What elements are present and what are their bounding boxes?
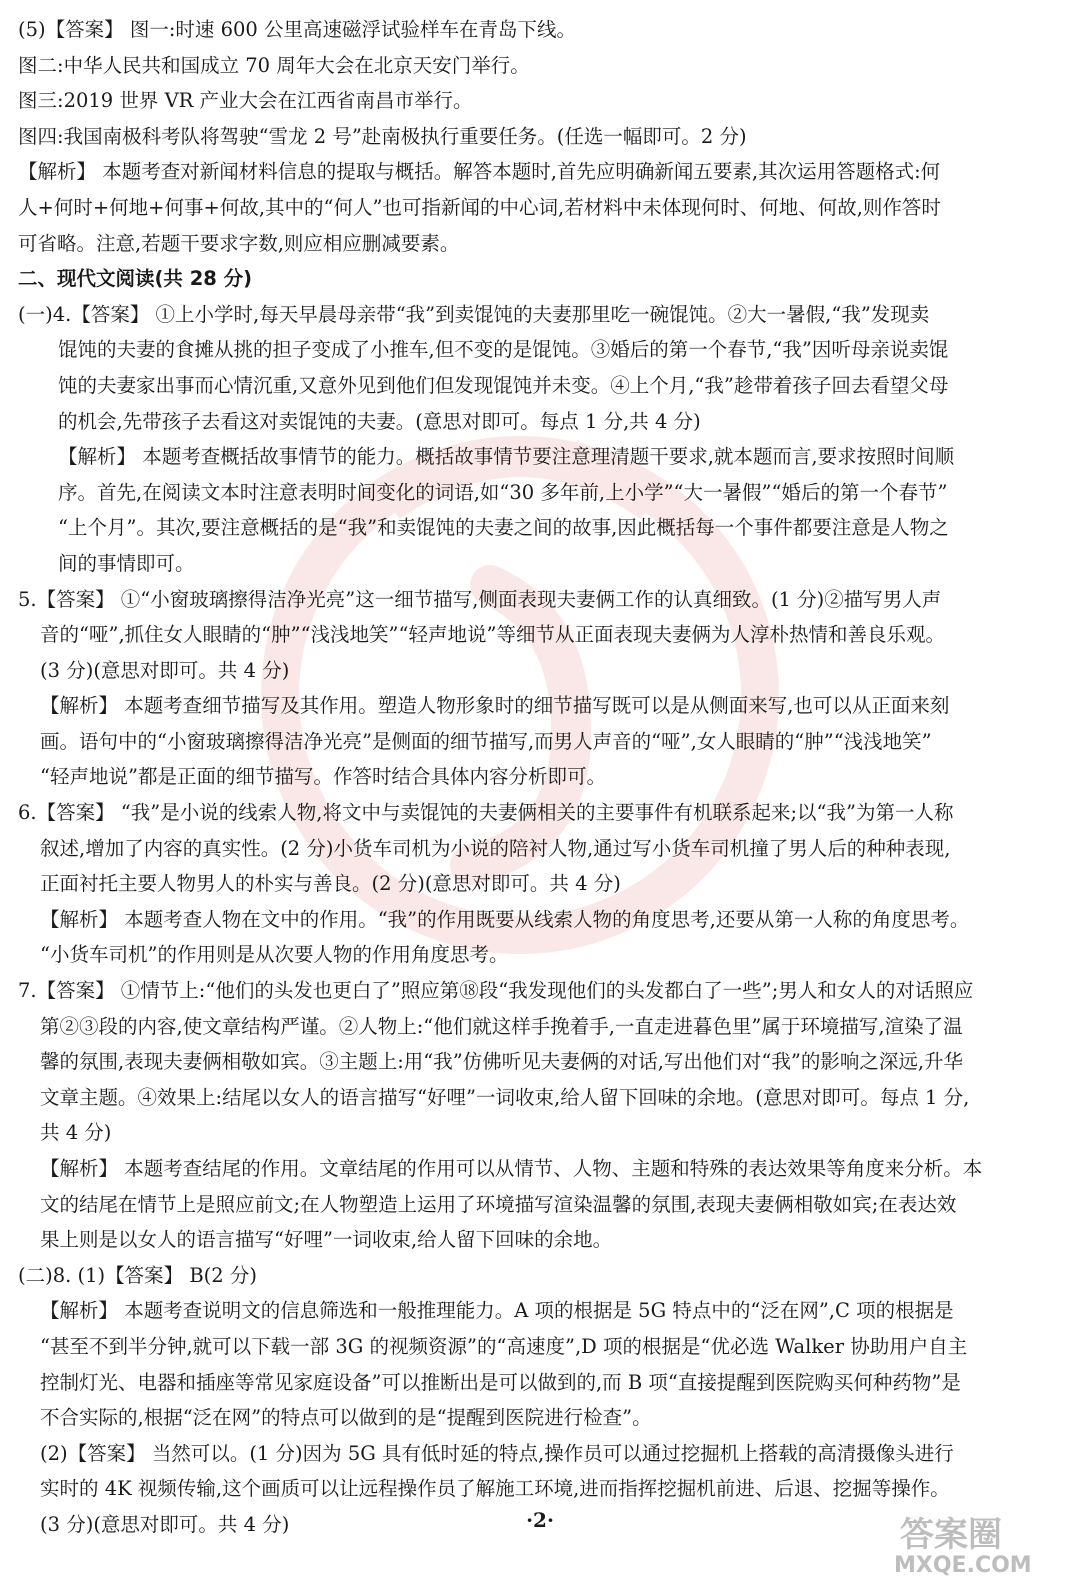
text-line: 7.【答案】 ①情节上:“他们的头发也更白了”照应第⑱段“我发现他们的头发都白了一些”;男人和女人的对话照应 — [18, 979, 974, 1003]
text-line: 果上则是以女人的语言描写“好哩”一词收束,给人留下回味的余地。 — [40, 1228, 613, 1252]
text-line: (3 分)(意思对即可。共 4 分) — [40, 658, 290, 682]
text-line: 文章主题。④效果上:结尾以女人的语言描写“好哩”一词收束,给人留下回味的余地。(意思对即可。每点 1 分, — [40, 1085, 970, 1109]
site-watermark-logo — [880, 1508, 1070, 1578]
answer-content — [18, 12, 1062, 1543]
text-line: 序。首先,在阅读文本时注意表明时间变化的词语,如“30 多年前,上小学”“大一暑假”“婚后的第一个春节” — [58, 480, 948, 504]
text-line: (3 分)(意思对即可。共 4 分) — [40, 1512, 290, 1536]
text-line: “甚至不到半分钟,就可以下载一部 3G 的视频资源”的“高速度”,D 项的根据是“优必选 Walker 协助用户自主 — [40, 1334, 968, 1358]
svg-text:MXQE.COM: MXQE.COM — [894, 1553, 1032, 1578]
text-line: 音的“哑”,抓住女人眼睛的“肿”“浅浅地笑”“轻声地说”等细节从正面表现夫妻俩为人淳朴热情和善良乐观。 — [40, 623, 945, 647]
text-line: 图四:我国南极科考队将驾驶“雪龙 2 号”赴南极执行重要任务。(任选一幅即可。2 分) — [18, 124, 747, 148]
text-line: 6.【答案】 “我”是小说的线索人物,将文中与卖馄饨的夫妻俩相关的主要事件有机联系起来;以“我”为第一人称 — [18, 801, 954, 825]
section-heading: 二、现代文阅读(共 28 分) — [18, 267, 253, 291]
text-line: “上个月”。其次,要注意概括的是“我”和卖馄饨的夫妻之间的故事,因此概括每一个事件都要注意是人物之 — [58, 516, 949, 540]
text-line: 画。语句中的“小窗玻璃擦得洁净光亮”是侧面的细节描写,而男人声音的“哑”,女人眼睛的“肿”“浅浅地笑” — [40, 729, 932, 753]
text-line: 饨的夫妻家出事而心情沉重,又意外见到他们但发现馄饨并未变。④上个月,“我”趁带着孩子回去看望父母 — [58, 373, 949, 397]
text-line: 【解析】 本题考查概括故事情节的能力。概括故事情节要注意理清题干要求,就本题而言,要求按照时间顺 — [58, 445, 955, 469]
text-line: (二)8. (1)【答案】 B(2 分) — [18, 1263, 257, 1287]
text-line: 实时的 4K 视频传输,这个画质可以让远程操作员了解施工环境,进而指挥挖掘机前进、后退、挖掘等操作。 — [40, 1477, 950, 1501]
text-line: 5.【答案】 ①“小窗玻璃擦得洁净光亮”这一细节描写,侧面表现夫妻俩工作的认真细致。(1 分)②描写男人声 — [18, 587, 942, 611]
text-line: 文的结尾在情节上是照应前文;在人物塑造上运用了环境描写渲染温馨的氛围,表现夫妻俩相敬如宾;在表达效 — [40, 1192, 957, 1216]
text-line: 馄饨的夫妻的食摊从挑的担子变成了小推车,但不变的是馄饨。③婚后的第一个春节,“我”因听母亲说卖馄 — [58, 338, 949, 362]
text-line: 控制灯光、电器和插座等常见家庭设备”可以推断出是可以做到的,而 B 项“直接提醒到医院购买何种药物”是 — [40, 1370, 961, 1394]
text-line: 【解析】 本题考查细节描写及其作用。塑造人物形象时的细节描写既可以是从侧面来写,也可以从正面来刻 — [40, 694, 950, 718]
text-line: 【解析】 本题考查结尾的作用。文章结尾的作用可以从情节、人物、主题和特殊的表达效果等角度来分析。本 — [40, 1157, 983, 1180]
text-line: 人+何时+何地+何事+何故,其中的“何人”也可指新闻的中心词,若材料中未体现何时、何地、何故,则作答时 — [18, 195, 941, 219]
text-line: 可省略。注意,若题干要求字数,则应相应删减要素。 — [18, 231, 460, 255]
text-line: 间的事情即可。 — [58, 551, 195, 575]
page-number: ·2· — [526, 1508, 554, 1532]
text-line: (一)4.【答案】 ①上小学时,每天早晨母亲带“我”到卖馄饨的夫妻那里吃一碗馄饨。②大一暑假,“我”发现卖 — [18, 302, 930, 326]
text-line: 【解析】 本题考查说明文的信息筛选和一般推理能力。A 项的根据是 5G 特点中的“泛在网”,C 项的根据是 — [40, 1299, 954, 1323]
text-line: 图二:中华人民共和国成立 70 周年大会在北京天安门举行。 — [18, 53, 530, 77]
text-line: 正面衬托主要人物男人的朴实与善良。(2 分)(意思对即可。共 4 分) — [40, 872, 621, 896]
text-line: (5)【答案】 图一:时速 600 公里高速磁浮试验样车在青岛下线。 — [18, 18, 577, 41]
text-line: 图三:2019 世界 VR 产业大会在江西省南昌市举行。 — [18, 89, 473, 113]
text-line: 不合实际的,根据“泛在网”的特点可以做到的是“提醒到医院进行检查”。 — [40, 1406, 652, 1430]
text-line: “轻声地说”都是正面的细节描写。作答时结合具体内容分析即可。 — [40, 765, 606, 789]
text-line: (2)【答案】 当然可以。(1 分)因为 5G 具有低时延的特点,操作员可以通过挖掘机上搭载的高清摄像头进行 — [40, 1441, 954, 1465]
text-line: 共 4 分) — [40, 1121, 112, 1145]
text-line: 的机会,先带孩子去看这对卖馄饨的夫妻。(意思对即可。每点 1 分,共 4 分) — [58, 409, 701, 433]
svg-text:答案圈: 答案圈 — [900, 1515, 1002, 1555]
text-line: 叙述,增加了内容的真实性。(2 分)小货车司机为小说的陪衬人物,通过写小货车司机撞了男人后的种种表现, — [40, 836, 951, 860]
text-line: 【解析】 本题考查人物在文中的作用。“我”的作用既要从线索人物的角度思考,还要从第一人称的角度思考。 — [40, 907, 970, 931]
text-line: 第②③段的内容,使文章结构严谨。②人物上:“他们就这样手挽着手,一直走进暮色里”属于环境描写,渲染了温 — [40, 1014, 963, 1038]
text-line: 【解析】 本题考查对新闻材料信息的提取与概括。解答本题时,首先应明确新闻五要素,其次运用答题格式:何 — [18, 160, 941, 184]
text-line: “小货车司机”的作用则是从次要人物的作用角度思考。 — [40, 943, 509, 967]
text-line: 馨的氛围,表现夫妻俩相敬如宾。③主题上:用“我”仿佛听见夫妻俩的对话,写出他们对“我”的影响之深远,升华 — [40, 1050, 964, 1074]
